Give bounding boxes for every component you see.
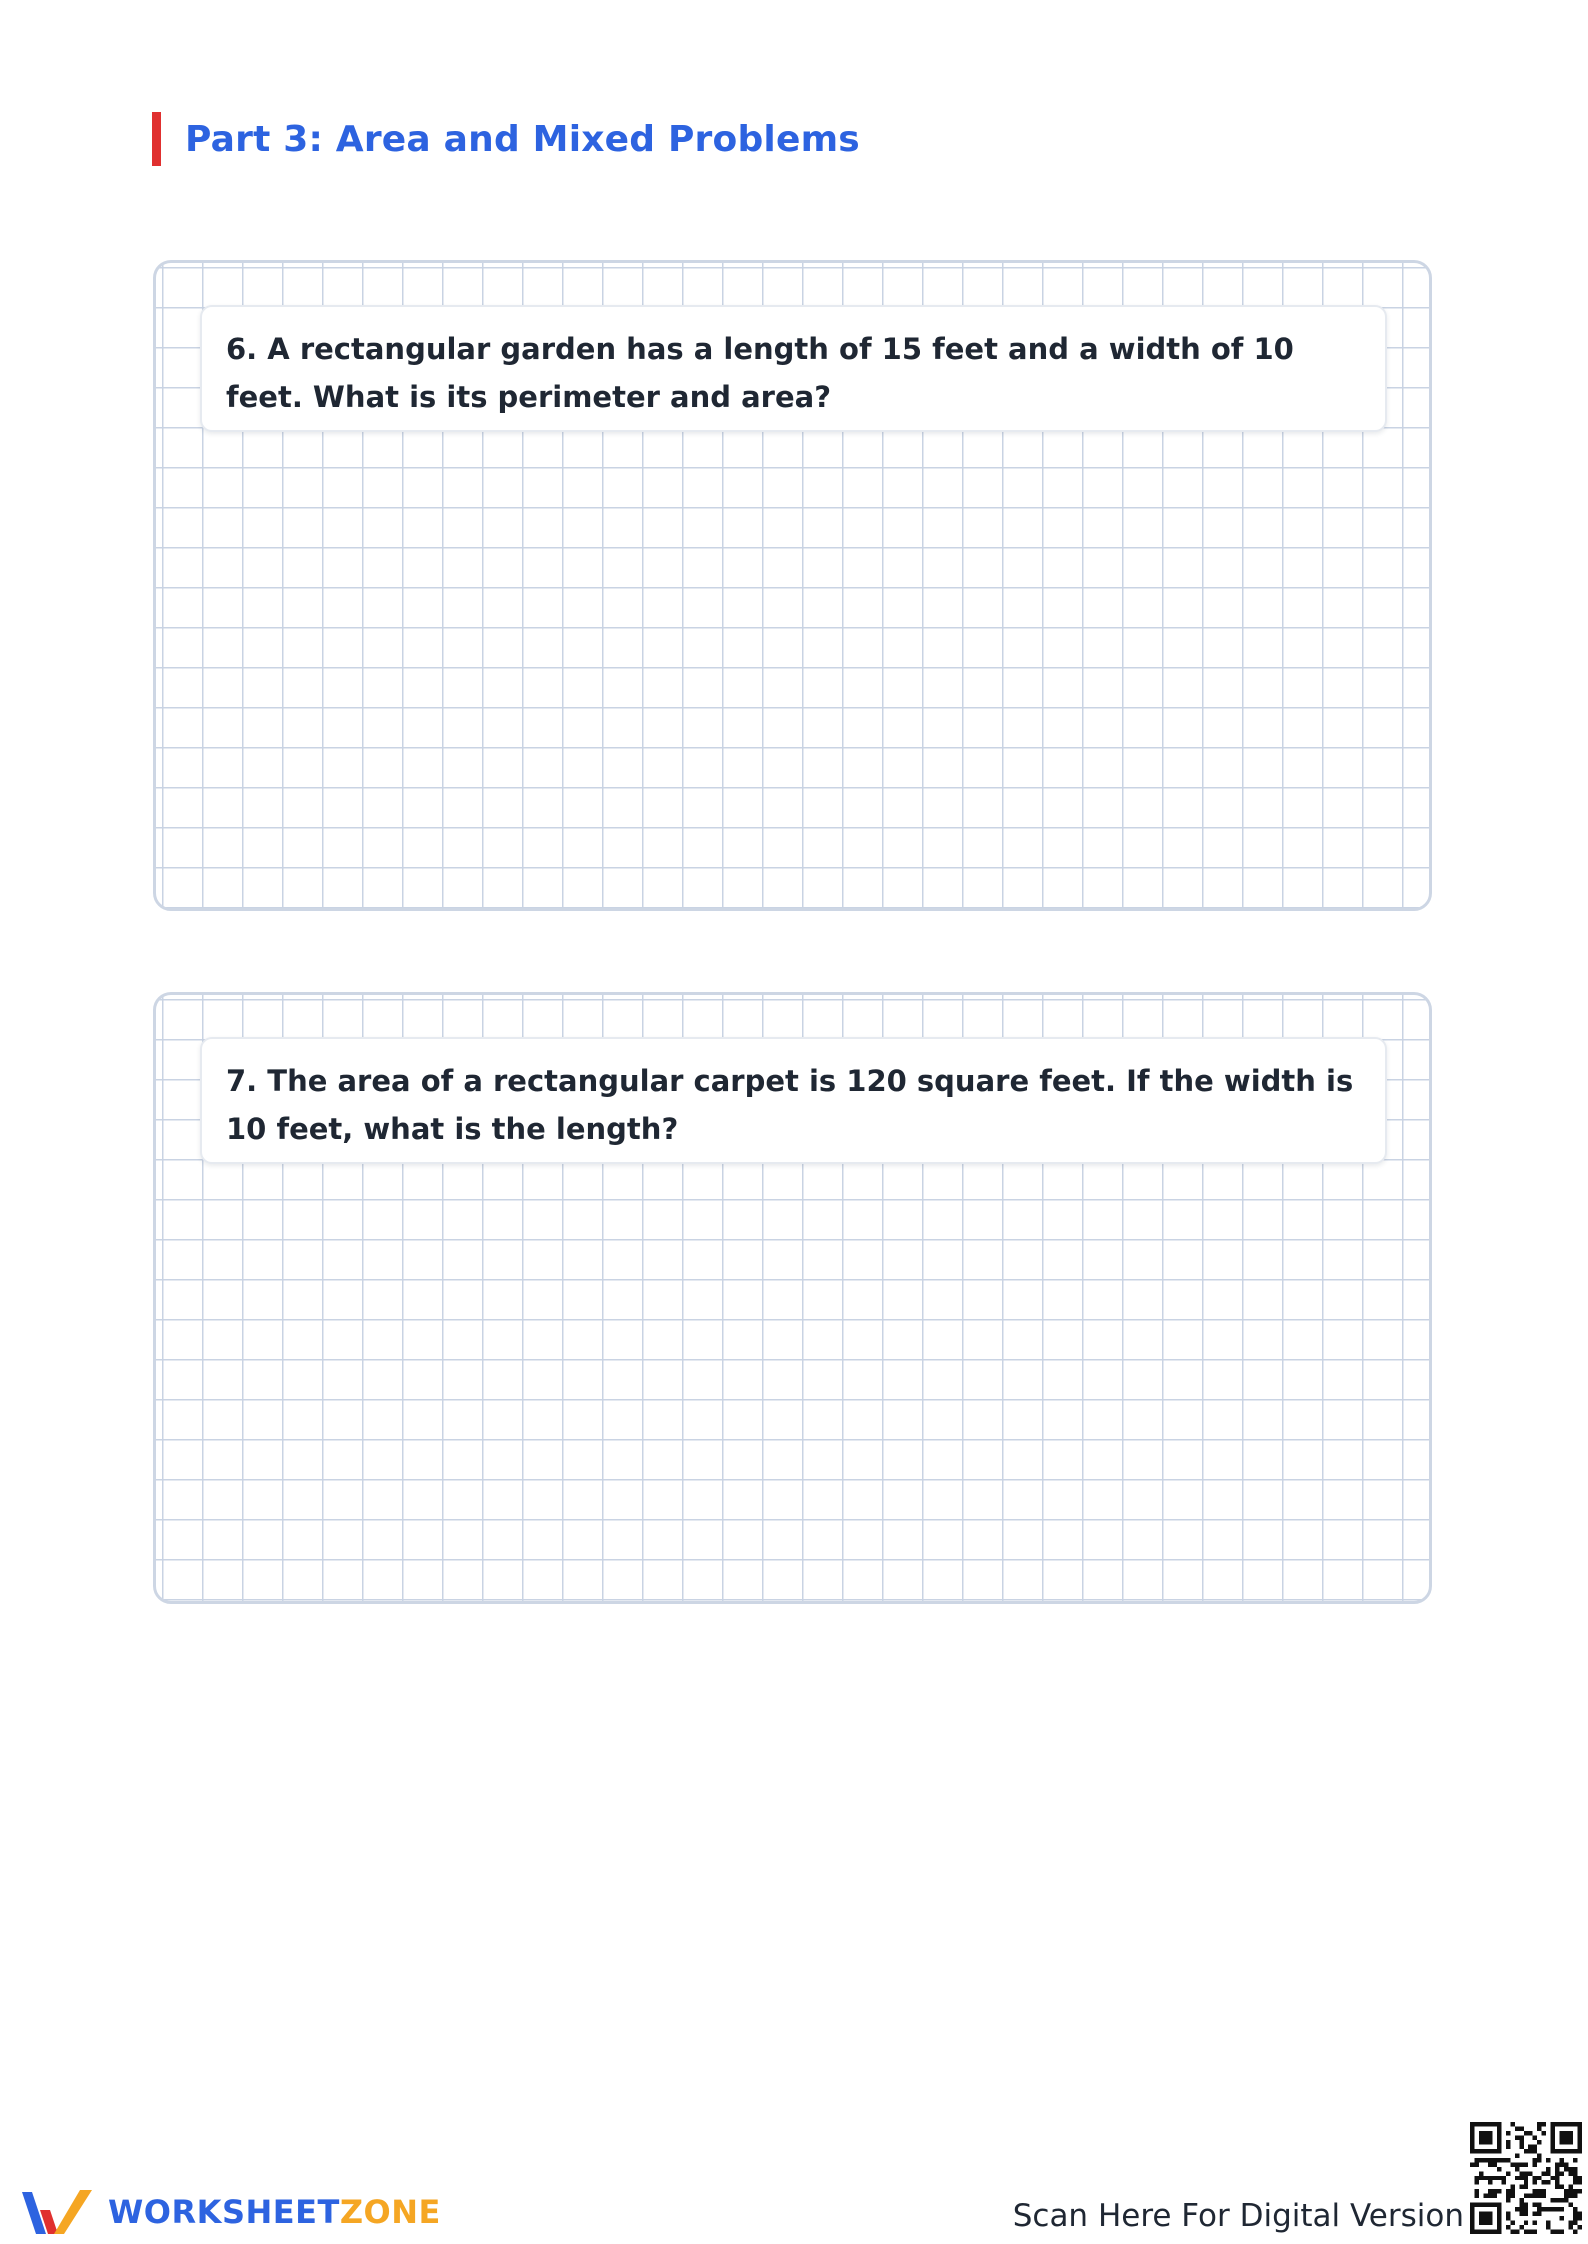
answer-grid-box[interactable]: [153, 260, 1432, 911]
brand-name: [108, 2193, 441, 2231]
brand-name-part1: WORKSHEET: [108, 2193, 340, 2231]
question-card: [200, 1037, 1387, 1164]
section-header: [152, 112, 860, 166]
worksheetzone-logo-icon: [18, 2184, 96, 2240]
scan-label: Scan Here For Digital Version: [1012, 2198, 1464, 2234]
answer-grid-box[interactable]: [153, 992, 1432, 1604]
brand-name-part2: ZONE: [339, 2193, 441, 2231]
section-title: Part 3: Area and Mixed Problems: [185, 118, 860, 160]
section-accent-bar: [152, 112, 161, 166]
question-text: 7. The area of a rectangular carpet is 120 square feet. If the width is 10 feet, what is the length?: [226, 1064, 1354, 1146]
question-card: [200, 305, 1387, 432]
question-text: 6. A rectangular garden has a length of 15 feet and a width of 10 feet. What is its perimeter and area?: [226, 332, 1294, 414]
qr-code-icon[interactable]: [1470, 2122, 1582, 2234]
brand-logo[interactable]: [18, 2184, 441, 2240]
